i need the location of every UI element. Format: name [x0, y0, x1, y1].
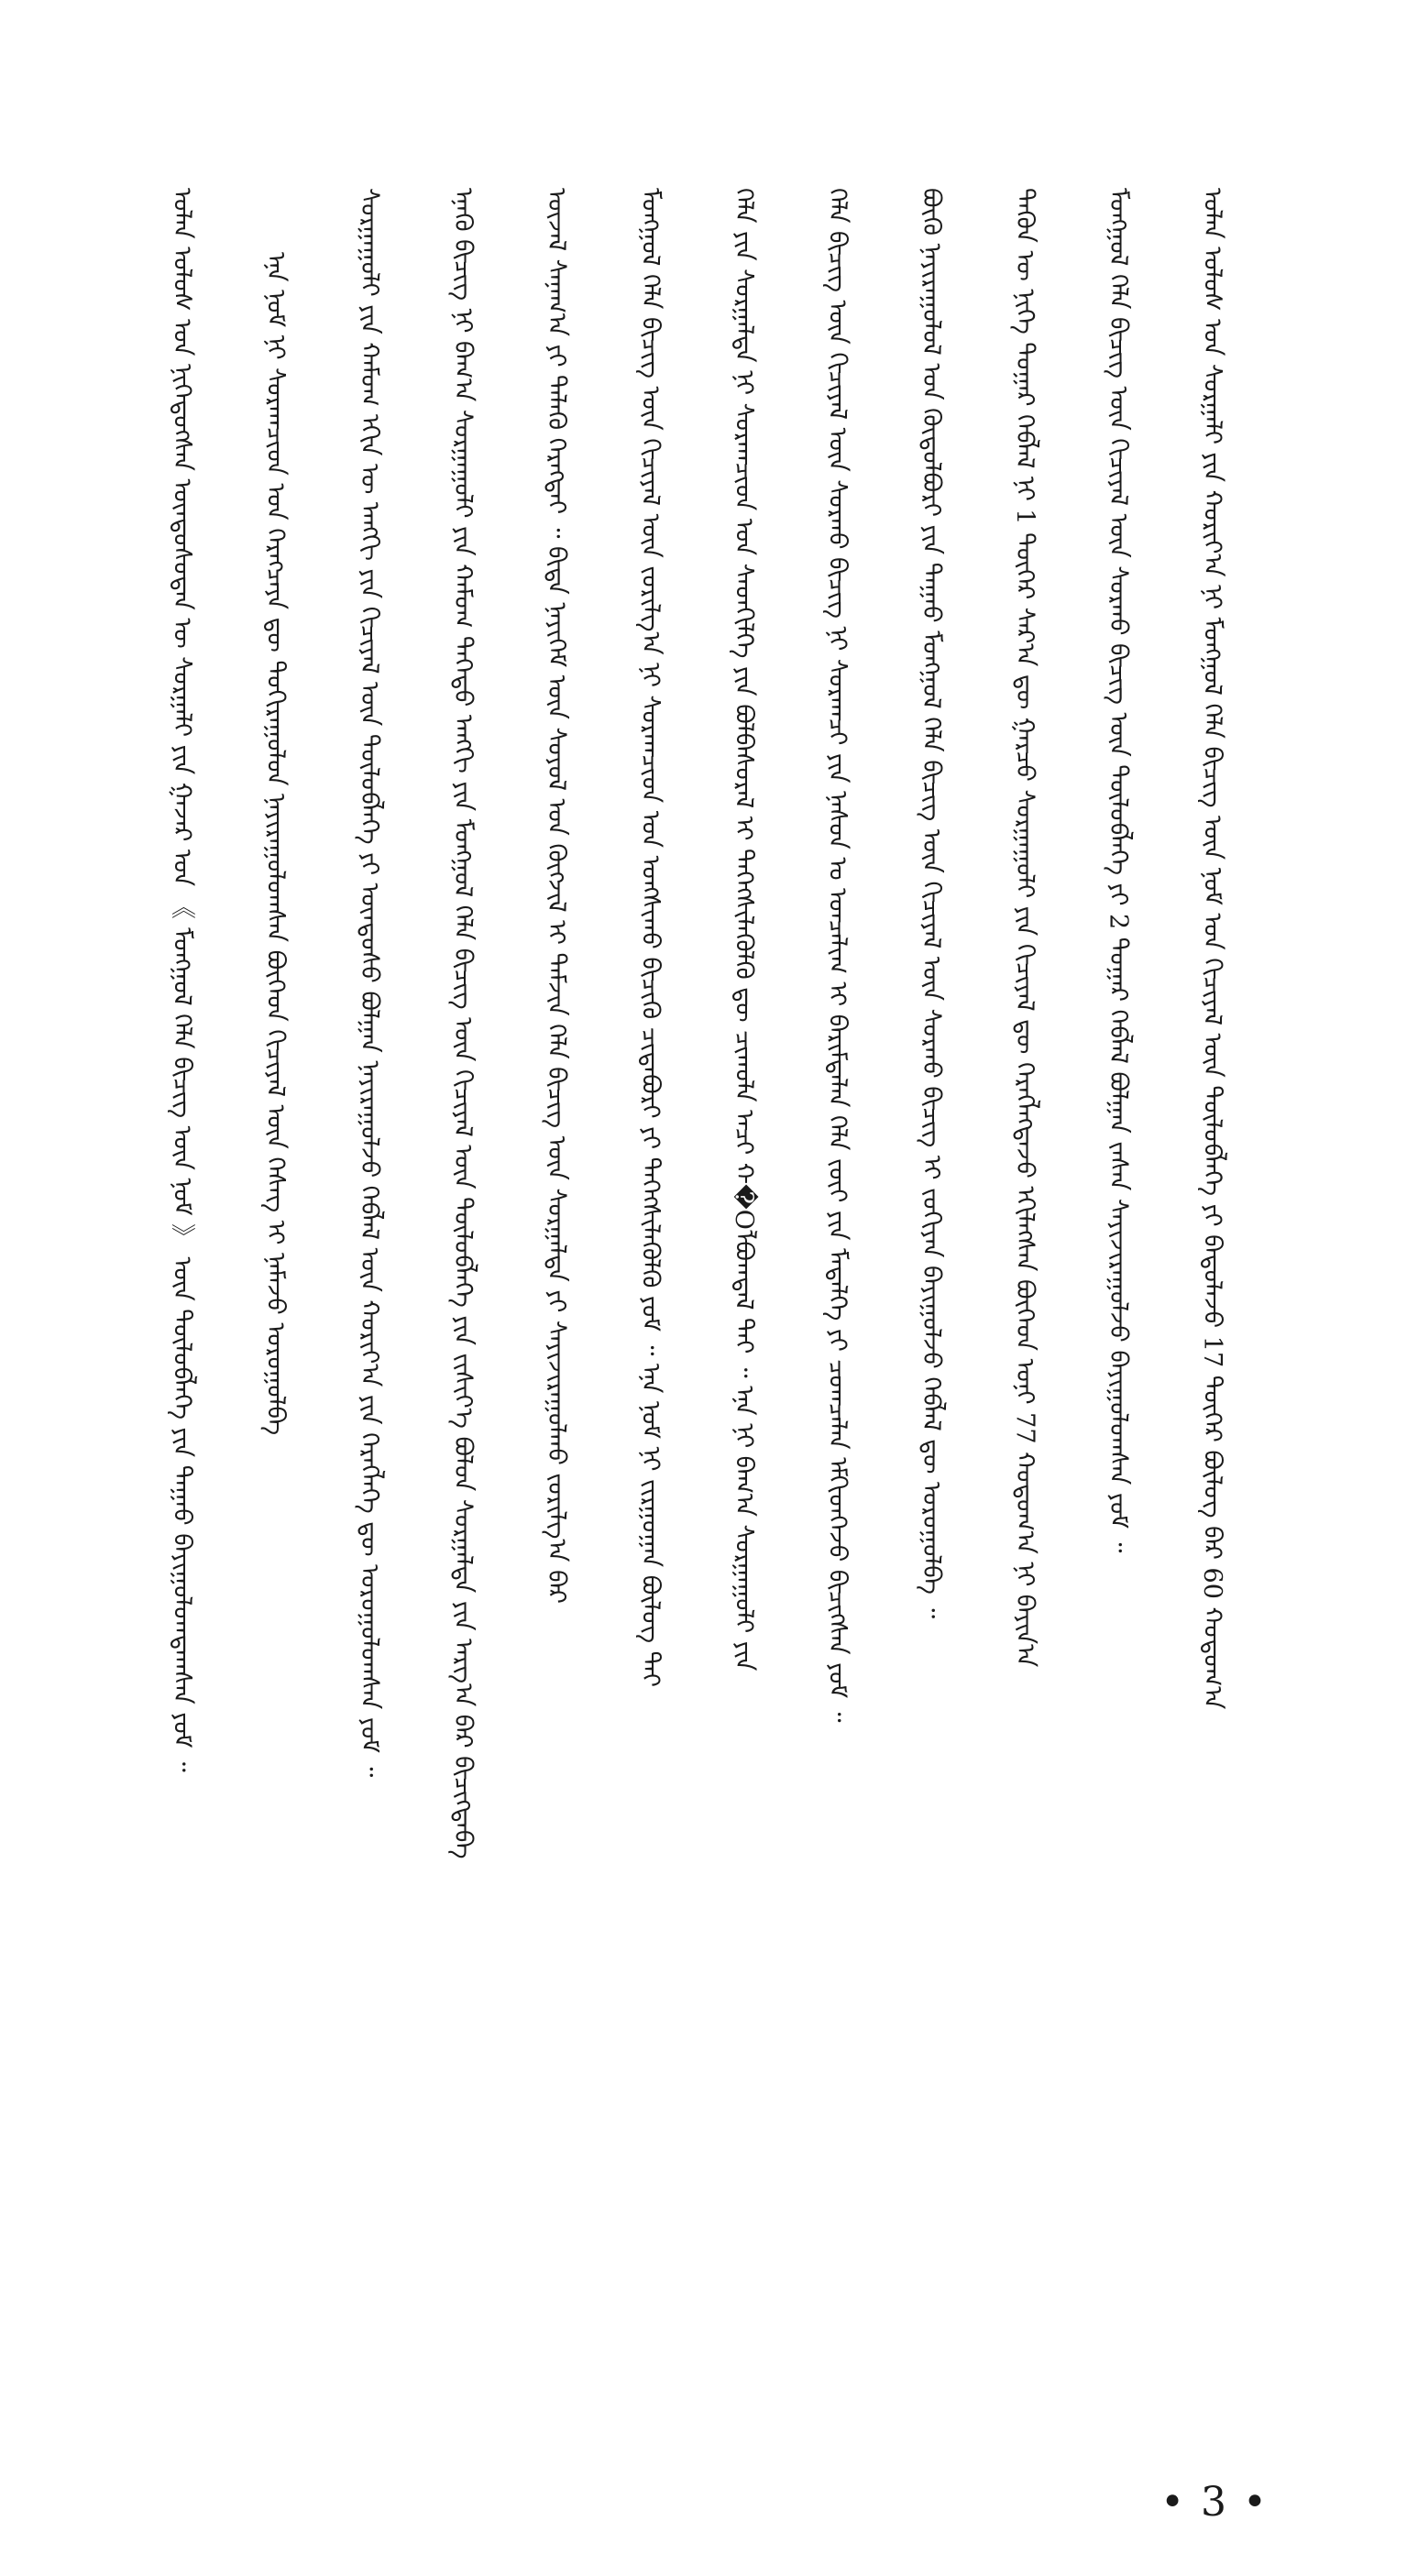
page-number: • 3 •: [1160, 2479, 1269, 2526]
text-column: ᠣᠯᠠᠨ ᠤᠯᠤᠰ ᠤᠨ ᠰᠤᠷᠭᠠᠯᠢ ᠶᠢᠨ ᠬᠣᠷᠢᠶ᠎ᠠ ᠨᠢ ᠮᠣᠩᠭᠤᠯ ᠬᠡᠯᠡ ᠪᠢᠴᠢᠭ ᠦᠨ ᠨᠣᠮ ᠤᠨ ᠬᠢᠴᠢᠶᠡᠯ ᠦᠨ ᠲᠥᠯᠦᠪᠯᠡᠭᠡ ᠶᠢ ᠪᠠᠲᠤᠯᠠᠵᠤ 17 ᠳᠦᠭᠡᠷ ᠪᠦᠯᠦᠭ ᠪᠡᠷ 60 ᠬᠤᠳᠤᠭ᠎ᠠ: [1197, 188, 1226, 1710]
text-column: ᠮᠣᠩᠭᠤᠯ ᠬᠡᠯᠡ ᠪᠢᠴᠢᠭ ᠦᠨ ᠬᠢᠴᠢᠶᠡᠯ ᠦᠨ ᠵᠣᠷᠢᠯᠭ᠎ᠠ ᠨᠢ ᠰᠤᠷᠠᠭᠴᠢᠳ ᠤᠨ ᠤᠩᠰᠢᠬᠤ ᠪᠢᠴᠢᠬᠦ ᠴᠢᠳᠠᠪᠤᠷᠢ ᠶᠢ ᠳᠡᠭᠡᠭᠰᠢᠯᠡᠭᠦᠯᠬᠦ ᠶᠤᠮ ᠃ ᠡᠨᠡ ᠨᠣᠮ ᠨᠢ ᠵᠢᠷᠭᠤᠭᠠᠨ ᠪᠦᠯᠦᠭ ᠲᠡᠢ: [635, 188, 665, 1687]
text-column: ᠲᠡᠭᠦᠨ ᠦ ᠨᠢᠭᠡ ᠳᠤᠭᠠᠷ ᠬᠡᠪᠯᠡᠯ ᠨᠢ 1 ᠳᠦᠭᠡᠷ ᠰᠠᠷ᠎ᠠ ᠳᠦ ᠭᠠᠷᠴᠤ ᠰᠤᠷᠭᠠᠭᠤᠯᠢ ᠶᠢᠨ ᠬᠢᠴᠢᠶᠡᠯ ᠳᠦ ᠬᠡᠷᠡᠭᠯᠡᠭᠳᠡᠵᠦ ᠡᠬᠢᠯᠡᠭᠰᠡᠨ ᠪᠥᠭᠡᠳ ᠤᠨᠢ 77 ᠬᠤᠳᠤᠭ᠎ᠠ ᠨᠢ ᠪᠠᠶᠢᠨ᠎ᠠ: [1010, 188, 1039, 1668]
text-column: ᠪᠦᠬᠦ ᠨᠠᠶᠢᠷᠠᠭᠤᠯᠤᠯ ᠤᠨ ᠬᠥᠲᠥᠯᠪᠦᠷᠢ ᠶᠢᠨ ᠳᠠᠭᠠᠤ ᠮᠣᠩᠭᠤᠯ ᠬᠡᠯᠡ ᠪᠢᠴᠢᠭ ᠦᠨ ᠬᠢᠴᠢᠶᠡᠯ ᠦᠨ ᠰᠤᠷᠬᠤ ᠪᠢᠴᠢᠭ ᠢ ᠵᠣᠬᠢᠶᠠᠨ ᠪᠠᠶᠢᠭᠤᠯᠵᠤ ᠬᠡᠪᠯᠡᠯ ᠳᠦ ᠣᠷᠣᠭᠤᠯᠪᠠ ᠃: [917, 188, 946, 1619]
text-column: ᠡᠨᠡᠬᠦ ᠪᠢᠴᠢᠭ ᠨᠢ ᠪᠠᠭ᠎ᠠ ᠰᠤᠷᠭᠠᠭᠤᠯᠢ ᠶᠢᠨ ᠬᠠᠮᠤᠭ ᠳᠡᠭᠡᠳᠦ ᠠᠩᠭᠢ ᠶᠢᠨ ᠮᠣᠩᠭᠤᠯ ᠬᠡᠯᠡ ᠪᠢᠴᠢᠭ ᠦᠨ ᠬᠢᠴᠢᠶᠡᠯ ᠦᠨ ᠲᠥᠯᠦᠪᠯᠡᠭᠡ ᠶᠢᠨ ᠵᠢᠱᠢᠶ᠎ᠡ ᠪᠣᠯᠤᠨ ᠰᠤᠷᠭᠠᠯᠲᠠ ᠶᠢᠨ ᠠᠷᠭ᠎ᠠ ᠪᠠᠷ ᠪᠢᠴᠢᠭᠳᠡᠪᠡ: [448, 188, 478, 1859]
text-column: ᠰᠤᠷᠭᠠᠭᠤᠯᠢ ᠶᠢᠨ ᠬᠠᠮᠤᠭ ᠡᠬᠢᠨ ᠦ ᠠᠩᠭᠢ ᠶᠢᠨ ᠬᠢᠴᠢᠶᠡᠯ ᠦᠨ ᠲᠥᠯᠦᠪᠯᠡᠭᠡ ᠶᠢ ᠦᠨᠳᠦᠰᠦ ᠪᠣᠯᠭᠠᠨ ᠨᠠᠶᠢᠷᠠᠭᠤᠯᠵᠤ ᠬᠡᠪᠯᠡᠯ ᠦᠨ ᠬᠣᠷᠢᠶ᠎ᠠ ᠶᠢᠨ ᠬᠡᠷᠡᠭᠯᠡᠭᠡ ᠳᠦ ᠣᠷᠣᠭᠤᠯᠤᠭᠰᠠᠨ ᠶᠤᠮ ᠃: [355, 188, 384, 1778]
text-column: ᠬᠡᠯᠡ ᠶᠢᠨ ᠰᠤᠷᠭᠠᠯᠲᠠ ᠨᠢ ᠰᠤᠷᠠᠭᠴᠢᠳ ᠤᠨ ᠰᠡᠳᠬᠢᠯᠭᠡ ᠶᠢᠨ ᠪᠣᠯᠪᠠᠰᠤᠷᠠᠯ ᠢ ᠳᠡᠭᠡᠭᠰᠢᠯᠡᠭᠦᠯᠬᠦ ᠳᠦ ᠴᠢᠬᠤᠯᠠ ᠠᠴᠢ ᠬ�O᠋ᠯᠪᠣᠭᠳᠠᠯ ᠲᠠᠢ ᠃ ᠡᠨᠡ ᠨᠢ ᠪᠠᠭ᠎ᠠ ᠰᠤᠷᠭᠠᠭᠤᠯᠢ ᠶᠢᠨ: [730, 188, 759, 1672]
text-column: ᠦᠵᠡᠯ ᠰᠠᠨᠠᠭ᠎ᠠ ᠶᠢ ᠲᠡᠯᠡᠬᠦ ᠬᠡᠷᠡᠭᠲᠡᠶ ᠃ ᠪᠢᠳᠡ ᠨᠡᠶᠢᠭᠡᠮ ᠦᠨ ᠰᠣᠶᠣᠯ ᠤᠨ ᠬᠥᠭᠵᠢᠯ ᠢ ᠳᠡᠮᠵᠢᠨ ᠬᠡᠯᠡ ᠪᠢᠴᠢᠭ ᠦᠨ ᠰᠤᠷᠭᠠᠯᠲᠠ ᠶᠢ ᠰᠠᠶᠢᠵᠢᠷᠠᠭᠤᠯᠬᠤ ᠵᠣᠷᠢᠯᠭ᠎ᠠ ᠪᠠᠷ: [542, 188, 571, 1604]
body-text-block: [160, 188, 1233, 2451]
text-column: ᠡᠨᠡ ᠨᠣᠮ ᠨᠢ ᠰᠤᠷᠠᠭᠴᠢᠳ ᠤᠨ ᠬᠡᠷᠡᠭᠴᠡᠶᠡ ᠳᠦ ᠲᠣᠬᠢᠷᠠᠭᠤᠯᠤᠨ ᠨᠠᠶᠢᠷᠠᠭᠤᠯᠤᠭᠰᠠᠨ ᠪᠥᠭᠡᠳ ᠬᠢᠴᠢᠶᠡᠯ ᠦᠨ ᠬᠡᠰᠡᠭ ᠢ ᠨᠡᠮᠡᠵᠦ ᠣᠷᠤᠭᠤᠯᠪᠠ: [261, 252, 291, 1436]
text-column: ᠬᠡᠯᠡ ᠪᠢᠴᠢᠭ ᠦᠨ ᠬᠢᠴᠢᠶᠡᠯ ᠦᠨ ᠰᠤᠷᠬᠤ ᠪᠢᠴᠢᠭ ᠨᠢ ᠰᠤᠷᠠᠭᠴᠢ ᠶᠢᠨ ᠨᠠᠰᠤᠨ ᠤ ᠣᠨᠴᠠᠯᠢᠭ ᠢ ᠪᠠᠷᠢᠮᠲᠠᠯᠠᠨ ᠬᠡᠯᠡ ᠵᠦᠢ ᠶᠢᠨ ᠮᠡᠳᠡᠯᠭᠡ ᠶᠢ ᠴᠣᠭᠴᠠᠯᠠᠨ ᠡᠮᠬᠢᠳᠬᠡᠵᠦ ᠪᠢᠴᠢᠭᠰᠡᠨ ᠶᠤᠮ ᠃: [823, 188, 852, 1723]
text-column: ᠣᠯᠠᠨ ᠤᠯᠤᠰ ᠤᠨ ᠨᠢᠭᠡᠳᠦᠭᠰᠡᠨ ᠦᠨᠳᠦᠰᠦᠲᠡᠨ ᠦ ᠰᠤᠷᠭᠠᠯᠢ ᠶᠢᠨ ᠭᠠᠵᠠᠷ ᠤᠨ 《 ᠮᠣᠩᠭᠤᠯ ᠬᠡᠯᠡ ᠪᠢᠴᠢᠭ ᠦᠨ ᠨᠣᠮ 》 ᠦᠨ ᠲᠥᠯᠦᠪᠯᠡᠭᠡ ᠶᠢᠨ ᠳᠠᠭᠠᠤ ᠪᠠᠶᠢᠭᠤᠯᠤᠭᠳᠠᠭᠰᠠᠨ ᠶᠤᠮ ᠃: [168, 188, 196, 1772]
text-column: ᠮᠣᠩᠭᠤᠯ ᠬᠡᠯᠡ ᠪᠢᠴᠢᠭ ᠦᠨ ᠬᠢᠴᠢᠶᠡᠯ ᠦᠨ ᠰᠤᠷᠬᠤ ᠪᠢᠴᠢᠭ ᠦᠨ ᠲᠥᠯᠦᠪᠯᠡᠭᠡ ᠶᠢ 2 ᠳᠤᠭᠠᠷ ᠬᠡᠪᠯᠡᠯ ᠪᠣᠯᠭᠠᠨ ᠵᠠᠰᠠᠨ ᠰᠠᠶᠢᠵᠢᠷᠠᠭᠤᠯᠵᠤ ᠪᠠᠶᠢᠭᠤᠯᠤᠭᠰᠠᠨ ᠶᠤᠮ ᠃: [1104, 188, 1133, 1553]
